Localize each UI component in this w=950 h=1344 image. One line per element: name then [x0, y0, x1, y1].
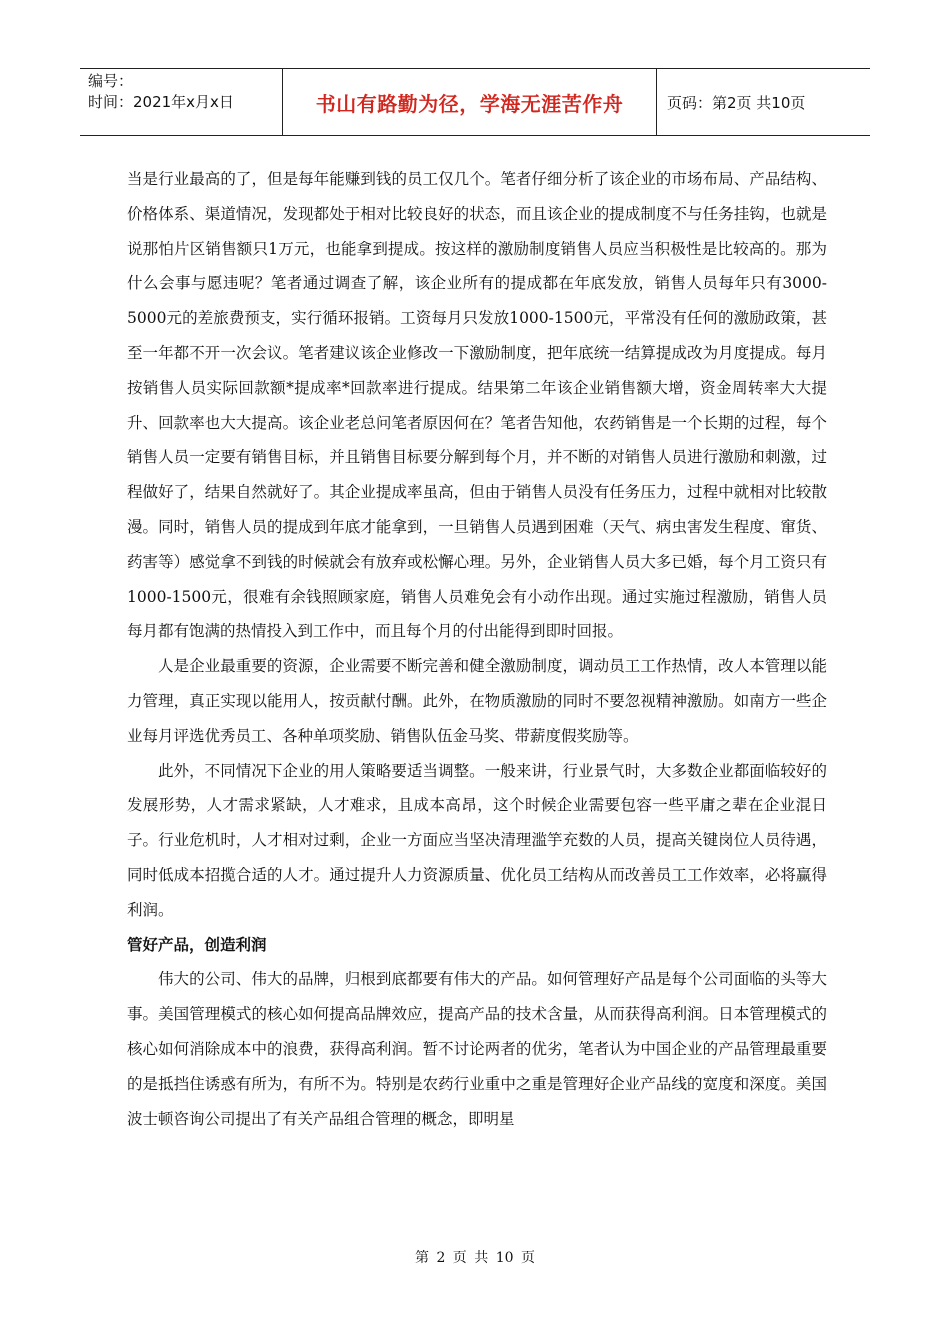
- body-paragraph-3: 此外，不同情况下企业的用人策略要适当调整。一般来讲，行业景气时，大多数企业都面临较好的发展形势，人才需求紧缺，人才难求，且成本高昂，这个时候企业需要包容一些平庸之辈在企业混日子。行业危机时，人才相对过剩，企业一方面应当坚决清理滥竽充数的人员，提高关键岗位人员待遇，同时低成本招揽合适的人才。通过提升人力资源质量、优化员工结构从而改善员工工作效率，必将赢得利润。: [127, 761, 827, 919]
- date-label: 时间：2021年x月x日: [88, 93, 234, 111]
- body-paragraph-2: 人是企业最重要的资源，企业需要不断完善和健全激励制度，调动员工工作热情，改人本管理以能力管理，真正实现以能用人，按贡献付酬。此外，在物质激励的同时不要忽视精神激励。如南方一些企业每月评选优秀员工、各种单项奖励、销售队伍金马奖、带薪度假奖励等。: [127, 657, 827, 745]
- header-meta-cell: [80, 69, 283, 135]
- motto-text: 书山有路勤为径，学海无涯苦作舟: [315, 91, 624, 116]
- body-paragraph-1: 当是行业最高的了，但是每年能赚到钱的员工仅几个。笔者仔细分析了该企业的市场布局、产品结构、价格体系、渠道情况，发现都处于相对比较良好的状态，而且该企业的提成制度不与任务挂钩，也就是说那怕片区销售额只1万元，也能拿到提成。按这样的激励制度销售人员应当积极性是比较高的。那为什么会事与愿违呢？笔者通过调查了解，该企业所有的提成都在年底发放，销售人员每年只有3000-5000元的差旅费预支，实行循环报销。工资每月只发放1000-1500元，平常没有任何的激励政策，甚至一年都不开一次会议。笔者建议该企业修改一下激励制度，把年底统一结算提成改为月度提成。每月按销售人员实际回款额*提成率*回款率进行提成。结果第二年该企业销售额大增，资金周转率大大提升、回款率也大大提高。该企业老总问笔者原因何在？笔者告知他，农药销售是一个长期的过程，每个销售人员一定要有销售目标，并且销售目标要分解到每个月，并不断的对销售人员进行激励和刺激，过程做好了，结果自然就好了。其企业提成率虽高，但由于销售人员没有任务压力，过程中就相对比较散漫。同时，销售人员的提成到年底才能拿到，一旦销售人员遇到困难（天气、病虫害发生程度、窜货、药害等）感觉拿不到钱的时候就会有放弃或松懈心理。另外，企业销售人员大多已婚，每个月工资只有1000-1500元，很难有余钱照顾家庭，销售人员难免会有小动作出现。通过实施过程激励，销售人员每月都有饱满的热情投入到工作中，而且每个月的付出能得到即时回报。: [127, 170, 827, 641]
- page-footer: 第 2 页 共 10 页: [415, 1250, 535, 1266]
- serial-number-label: 编号：: [88, 72, 134, 90]
- header-page-cell: [657, 69, 870, 135]
- page-code-label: 页码：第2页 共10页: [667, 93, 806, 112]
- section-heading: 管好产品，创造利润: [127, 935, 267, 954]
- document-body: [127, 162, 827, 1136]
- body-paragraph-4: 伟大的公司、伟大的品牌，归根到底都要有伟大的产品。如何管理好产品是每个公司面临的头等大事。美国管理模式的核心如何提高品牌效应，提高产品的技术含量，从而获得高利润。日本管理模式的核心如何消除成本中的浪费，获得高利润。暂不讨论两者的优劣，笔者认为中国企业的产品管理最重要的是抵挡住诱惑有所为，有所不为。特别是农药行业重中之重是管理好企业产品线的宽度和深度。美国波士顿咨询公司提出了有关产品组合管理的概念，即明星: [127, 970, 827, 1128]
- header-motto-cell: [283, 69, 657, 135]
- document-header: [80, 68, 870, 136]
